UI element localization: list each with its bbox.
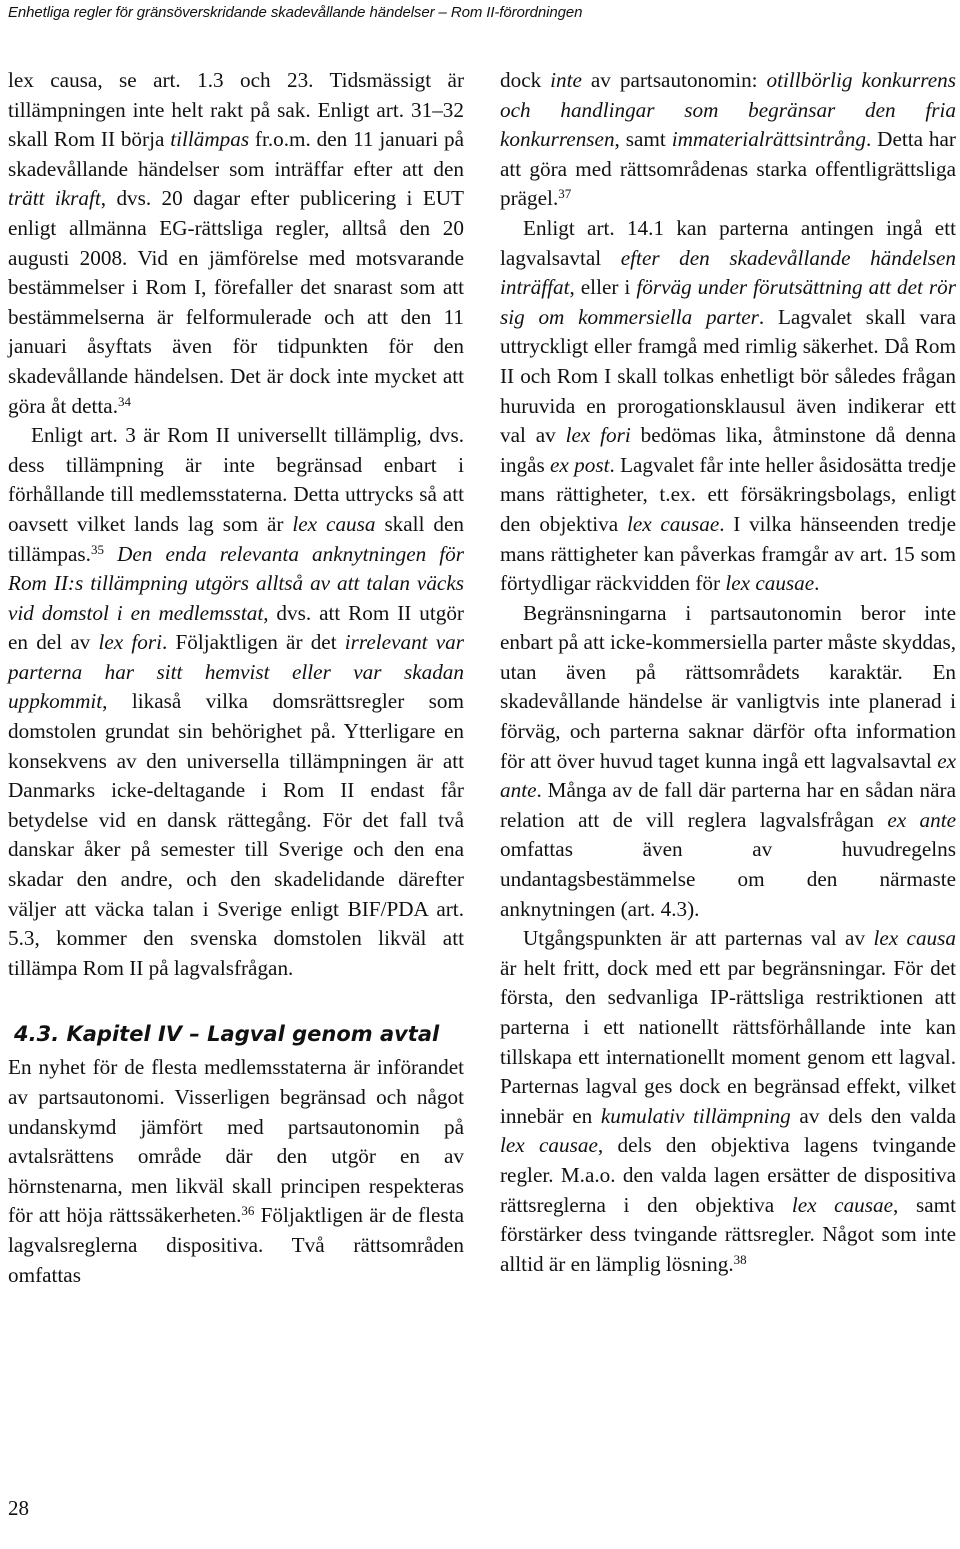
text-run: är helt fritt, dock med ett par begränsningar. För det första, den sedvanliga IP-rättsliga restriktionen att parterna i ett nationellt rättsförhållande inte kan tillskapa ett internationellt moment genom ett lagval. Parternas lagval ges dock en begränsad effekt, vilket innebär en bbox=[500, 955, 956, 1128]
paragraph bbox=[500, 924, 956, 1279]
text-run: Följaktligen är de flesta lagvalsreglerna dispositiva. Två rättsområden omfattas bbox=[8, 1203, 464, 1287]
text-run: Enligt art. 3 är Rom II universellt tillämplig, dvs. dess tillämpning är inte begränsad enbart i förhållande till medlemsstaterna. Detta uttrycks så att oavsett vilket lands lag som är bbox=[8, 423, 464, 536]
italic-text: lex fori bbox=[565, 423, 631, 448]
footnote-ref: 36 bbox=[241, 1203, 255, 1219]
italic-text: trätt ikraft bbox=[8, 186, 101, 211]
italic-text: ex post bbox=[550, 452, 610, 477]
italic-text: förväg under förutsättning att det rör sig om kommersiella parter bbox=[500, 275, 956, 329]
footnote-ref: 35 bbox=[90, 541, 104, 557]
text-run: av dels den valda bbox=[790, 1103, 956, 1128]
text-run: bedömas lika, åtminstone då denna ingås bbox=[500, 423, 956, 477]
footnote-ref: 34 bbox=[118, 393, 132, 409]
footnote-ref: 37 bbox=[558, 186, 572, 202]
paragraph bbox=[8, 1053, 464, 1290]
paragraph bbox=[8, 66, 464, 421]
text-run: , dels den objektiva lagens tvingande regler. M.a.o. den valda lagen ersätter de dispositiva rättsreglerna i den objektiva bbox=[500, 1133, 956, 1217]
italic-text: irrelevant var parterna har sitt hemvist eller var skadan uppkommit bbox=[8, 630, 464, 714]
right-column bbox=[500, 66, 956, 1279]
text-run: . Många av de fall där parterna har en sådan nära relation att de vill reglera lagvalsfrågan bbox=[500, 778, 956, 832]
italic-text: immaterialrättsintrång bbox=[671, 127, 866, 152]
text-run: Begränsningarna i partsautonomin beror inte enbart på att icke-kommersiella parter måste skyddas, utan även på rättsområdets karaktär. En skadevållande händelse är vanligtvis inte planerad i förväg, och parterna saknar därför ofta information för att över huvud taget kunna ingå ett lagvalsavtal bbox=[500, 600, 956, 773]
italic-text: lex causa bbox=[873, 926, 956, 951]
text-run: av partsautonomin: bbox=[581, 68, 767, 92]
text-run: Utgångspunkten är att parternas val av bbox=[523, 926, 874, 951]
text-run: . Detta har att göra med rättsområdenas starka offentligrättsliga prägel. bbox=[500, 127, 956, 211]
italic-text: lex fori bbox=[98, 630, 162, 655]
italic-text: lex causae bbox=[626, 511, 720, 536]
italic-text: lex causae bbox=[791, 1192, 894, 1217]
page-number: 28 bbox=[8, 1496, 29, 1520]
text-run: lex causa, se art. 1.3 och 23. bbox=[8, 68, 330, 92]
italic-text: Den enda relevanta anknytningen för Rom II:s tillämpning utgörs alltså av att talan väcks vid domstol i en medlemsstat bbox=[8, 541, 465, 625]
section-heading: 4.3. Kapitel IV – Lagval genom avtal bbox=[14, 1022, 440, 1047]
text-run: . I vilka hänseenden tredje mans rättigheter kan påverkas framgår av art. 15 som förtydligar räckvidden för bbox=[500, 511, 956, 596]
running-header: Enhetliga regler för gränsöverskridande skadevållande händelser – Rom II-förordningen bbox=[8, 4, 583, 21]
italic-text: kumulativ tillämpning bbox=[600, 1103, 791, 1128]
text-run: Enligt art. 14.1 kan parterna antingen ingå ett lagvalsavtal bbox=[500, 215, 956, 270]
italic-text: ex ante bbox=[500, 748, 956, 803]
text-run: , dvs. 20 dagar efter publicering i EUT enligt allmänna EG-rättsliga regler, alltså den 20 augusti 2008. Vid en jämförelse med motsvarande bestämmelser i Rom I, förefaller det snarast som att bestämmelserna är felformulerade och att den 11 januari åsyftats även för tidpunkten för den skadevållande händelsen. Det är dock inte mycket att göra åt detta. bbox=[8, 186, 465, 418]
text-run: dock bbox=[500, 68, 551, 92]
text-run: skall den tillämpas. bbox=[8, 511, 465, 566]
text-run: fr.o.m. den 11 januari på skadevållande händelser som inträffar efter att den bbox=[8, 127, 464, 181]
text-run: , dvs. att Rom II utgör en del av bbox=[8, 600, 464, 655]
text-run bbox=[104, 542, 117, 566]
paragraph bbox=[500, 66, 956, 214]
text-run: , samt bbox=[614, 127, 672, 152]
italic-text: lex causae bbox=[725, 571, 815, 596]
paragraph bbox=[500, 599, 956, 925]
text-run: , samt förstärker dess tvingande rättsregler. Något som inte alltid är en lämplig lösning. bbox=[500, 1192, 956, 1276]
text-run: , likaså vilka domsrättsregler som domstolen grundat sin behörighet på. Ytterligare en konsekvens av den universella tillämpningen är att Danmarks icke-deltagande i Rom II endast får betydelse vid en dansk rättegång. För det fall två danskar åker på semester till Sverige och den ena skadar den andre, och den skadelidande därefter väljer att väcka talan i Sverige enligt BIF/PDA art. 5.3, kommer den svenska domstolen likväl att tillämpa Rom II på lagvalsfrågan. bbox=[8, 689, 464, 980]
italic-text: ex ante bbox=[887, 807, 956, 832]
italic-text: inte bbox=[550, 68, 582, 92]
italic-text: efter den skadevållande händelsen inträffat bbox=[500, 245, 956, 300]
text-run: En nyhet för de flesta medlemsstaterna är införandet av partsautonomi. Visserligen begränsad och något undanskymd jämfört med partsautonomin på avtalsrättens område där den utgör en av hörnstenarna, men likväl skall principen respekteras för att höja rättssäkerheten. bbox=[8, 1055, 464, 1228]
paragraph bbox=[8, 421, 464, 983]
italic-text: lex causa bbox=[292, 511, 376, 536]
text-run: Tidsmässigt är tillämpningen inte helt rakt på sak. Enligt art. 31–32 skall Rom II börja bbox=[8, 68, 465, 152]
text-run: omfattas även av huvudregelns undantagsbestämmelse om den närmaste anknytningen (art. 4.3). bbox=[500, 837, 956, 921]
text-run: . Lagvalet skall vara uttryckligt eller framgå med rimlig säkerhet. Då Rom II och Rom I skall tolkas enhetligt bör således frågan huruvida en prorogationsklausul även indikerar ett val av bbox=[500, 304, 956, 448]
text-run: . Lagvalet får inte heller åsidosätta tredje mans rättigheter, t.ex. ett försäkringsbolags, enligt den objektiva bbox=[500, 452, 956, 536]
paragraph bbox=[500, 214, 956, 599]
left-column bbox=[8, 66, 464, 1290]
italic-text: otillbörlig konkurrens och handlingar som begränsar den fria konkurrensen bbox=[500, 68, 956, 152]
italic-text: lex causae bbox=[500, 1133, 598, 1158]
italic-text: tillämpas bbox=[170, 127, 250, 152]
text-run: , eller i bbox=[569, 275, 637, 300]
text-run: . bbox=[814, 571, 820, 596]
footnote-ref: 38 bbox=[733, 1251, 747, 1267]
text-run: . Följaktligen är det bbox=[161, 630, 345, 655]
